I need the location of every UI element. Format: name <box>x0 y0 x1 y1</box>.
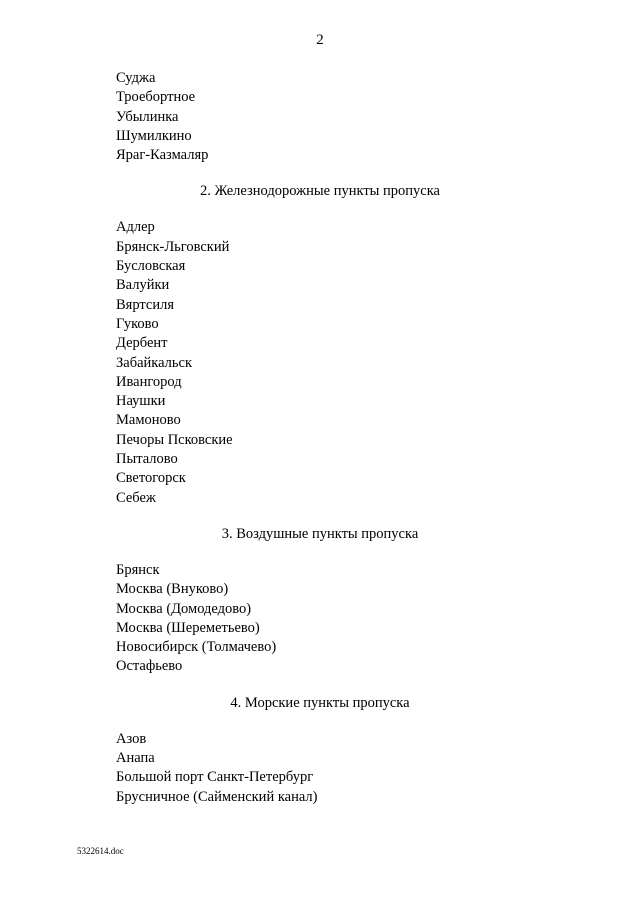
list-item: Светогорск <box>116 470 186 487</box>
list-item: Валуйки <box>116 277 170 294</box>
list-item: Москва (Шереметьево) <box>116 619 260 636</box>
section-heading-sea: 4. Морские пункты пропуска <box>230 694 410 711</box>
list-item: Бусловская <box>116 258 186 275</box>
document-file-name: 5322614.doc <box>77 846 124 856</box>
list-item: Суджа <box>116 70 156 86</box>
list-item: Себеж <box>116 489 156 506</box>
section-heading-railway: 2. Железнодорожные пункты пропуска <box>199 183 440 200</box>
section-heading-air: 3. Воздушные пункты пропуска <box>221 525 419 542</box>
railway-crossings-list <box>116 218 586 507</box>
list-item: Пыталово <box>116 451 178 468</box>
page-number: 2 <box>316 32 324 48</box>
document-body <box>116 69 586 807</box>
sea-crossings-list <box>116 730 586 807</box>
list-item: Гуково <box>116 315 159 332</box>
list-item: Брянск <box>116 561 160 578</box>
air-crossings-list <box>116 561 586 677</box>
list-item: Забайкальск <box>116 354 192 371</box>
list-item: Азов <box>116 730 147 747</box>
list-item: Мамоново <box>116 412 181 429</box>
list-item: Брянск-Льговский <box>116 238 230 255</box>
list-item: Москва (Домодедово) <box>116 600 252 617</box>
list-item: Ивангород <box>116 373 182 390</box>
list-item: Печоры Псковские <box>116 431 233 448</box>
list-item: Шумилкино <box>116 127 192 144</box>
list-item: Новосибирск (Толмачево) <box>116 639 277 656</box>
list-item: Анапа <box>116 750 155 767</box>
list-item: Дербент <box>116 335 168 352</box>
list-item: Адлер <box>116 219 155 236</box>
list-item: Брусничное (Сайменский канал) <box>116 788 318 805</box>
list-item: Убылинка <box>116 108 179 125</box>
list-item: Москва (Внуково) <box>116 581 229 598</box>
list-item: Наушки <box>116 393 166 410</box>
list-item: Троебортное <box>116 89 196 106</box>
list-item: Вяртсиля <box>116 296 175 313</box>
list-item: Большой порт Санкт-Петербург <box>116 769 314 786</box>
list-item: Яраг-Казмаляр <box>116 147 209 164</box>
road-crossings-list <box>116 69 586 165</box>
list-item: Остафьево <box>116 658 183 675</box>
